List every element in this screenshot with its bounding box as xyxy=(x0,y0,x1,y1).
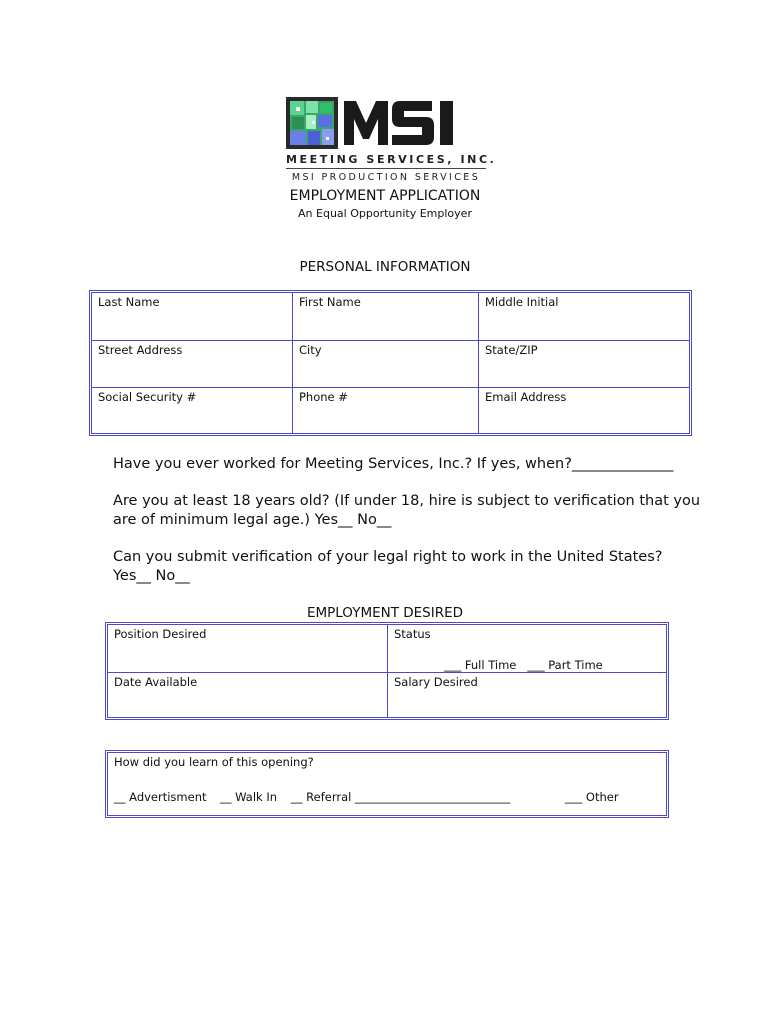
email-address-field[interactable] xyxy=(479,388,689,433)
document-subtitle: An Equal Opportunity Employer xyxy=(298,207,472,220)
salary-desired-field[interactable] xyxy=(388,673,666,717)
social-security-label: Social Security # xyxy=(98,390,197,404)
social-security-field[interactable] xyxy=(92,388,292,433)
worked-before-question: Have you ever worked for Meeting Services, Inc.? If yes, when?______________ xyxy=(113,456,674,472)
last-name-field[interactable] xyxy=(92,293,292,340)
street-address-field[interactable] xyxy=(92,341,292,387)
first-name-field[interactable] xyxy=(293,293,478,340)
status-label: Status xyxy=(394,627,431,641)
date-available-field[interactable] xyxy=(108,673,387,717)
personal-information-heading: PERSONAL INFORMATION xyxy=(299,259,471,275)
logo-company-name: MEETING SERVICES, INC. xyxy=(286,153,497,166)
salary-desired-label: Salary Desired xyxy=(394,675,478,689)
referral-option[interactable]: __ Referral ___________________________ xyxy=(291,790,511,804)
advertisement-option[interactable]: __ Advertisment xyxy=(114,790,207,804)
company-logo xyxy=(286,97,497,185)
employment-desired-heading: EMPLOYMENT DESIRED xyxy=(306,605,464,621)
opening-source-question: How did you learn of this opening? xyxy=(114,755,314,769)
position-desired-label: Position Desired xyxy=(114,627,207,641)
msi-logo-mark xyxy=(286,97,486,149)
state-zip-label: State/ZIP xyxy=(485,343,538,357)
date-available-label: Date Available xyxy=(114,675,198,689)
legal-right-question-line-2: Yes__ No__ xyxy=(113,568,190,584)
walk-in-option[interactable]: __ Walk In xyxy=(220,790,278,804)
age-question-line-2: are of minimum legal age.) Yes__ No__ xyxy=(113,512,392,528)
document-title: EMPLOYMENT APPLICATION xyxy=(289,188,481,204)
status-options[interactable]: ___ Full Time ___ Part Time xyxy=(444,658,603,672)
last-name-label: Last Name xyxy=(98,295,160,309)
phone-label: Phone # xyxy=(299,390,348,404)
logo-division-name: MSI PRODUCTION SERVICES xyxy=(291,172,481,183)
phone-field[interactable] xyxy=(293,388,478,433)
middle-initial-label: Middle Initial xyxy=(485,295,559,309)
city-label: City xyxy=(299,343,322,357)
position-desired-field[interactable] xyxy=(108,625,387,672)
first-name-label: First Name xyxy=(299,295,361,309)
personal-information-table xyxy=(89,290,692,436)
opening-source-box xyxy=(105,750,669,818)
street-address-label: Street Address xyxy=(98,343,183,357)
status-field xyxy=(388,625,666,672)
employment-desired-table xyxy=(105,622,669,720)
middle-initial-field[interactable] xyxy=(479,293,689,340)
age-question-line-1: Are you at least 18 years old? (If under 18, hire is subject to verification that you xyxy=(113,493,701,509)
city-field[interactable] xyxy=(293,341,478,387)
email-address-label: Email Address xyxy=(485,390,567,404)
legal-right-question-line-1: Can you submit verification of your legal right to work in the United States? xyxy=(113,549,663,565)
other-option[interactable]: ___ Other xyxy=(565,790,619,804)
logo-divider xyxy=(286,168,486,169)
state-zip-field[interactable] xyxy=(479,341,689,387)
